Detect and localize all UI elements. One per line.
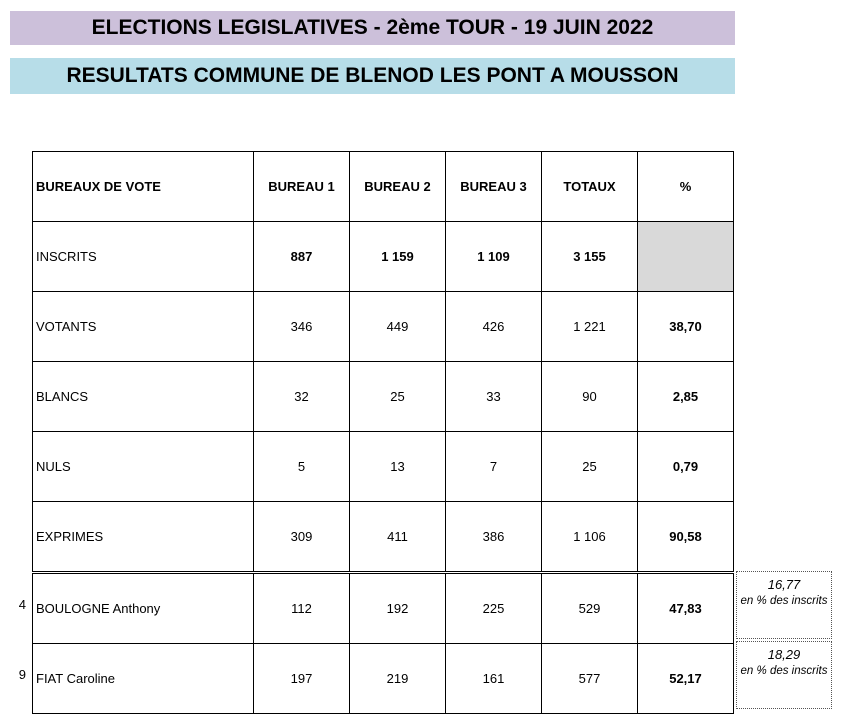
cell-bureau-2: 449 — [350, 292, 446, 362]
cell-bureau-2: 219 — [350, 644, 446, 714]
cell-pct: 52,17 — [638, 644, 734, 714]
row-label: INSCRITS — [33, 222, 254, 292]
cell-bureau-1: 112 — [254, 573, 350, 644]
candidate-name: BOULOGNE Anthony — [33, 573, 254, 644]
cell-pct-empty — [638, 222, 734, 292]
row-label: EXPRIMES — [33, 502, 254, 573]
candidate-name: FIAT Caroline — [33, 644, 254, 714]
header-bureau-1: BUREAU 1 — [254, 152, 350, 222]
table-row-votants — [33, 292, 734, 362]
cell-bureau-2: 25 — [350, 362, 446, 432]
pct-inscrits-note — [736, 571, 832, 639]
table-row-exprimes — [33, 502, 734, 573]
pct-inscrits-label: en % des inscrits — [740, 665, 828, 677]
cell-bureau-1: 346 — [254, 292, 350, 362]
cell-bureau-2: 1 159 — [350, 222, 446, 292]
cell-total: 90 — [542, 362, 638, 432]
results-table — [32, 151, 734, 714]
cell-bureau-1: 887 — [254, 222, 350, 292]
table-row-inscrits — [33, 222, 734, 292]
cell-total: 3 155 — [542, 222, 638, 292]
cell-bureau-1: 309 — [254, 502, 350, 573]
cell-bureau-3: 7 — [446, 432, 542, 502]
cell-total: 25 — [542, 432, 638, 502]
candidate-number: 4 — [18, 597, 26, 612]
cell-pct: 0,79 — [638, 432, 734, 502]
cell-bureau-3: 386 — [446, 502, 542, 573]
candidate-number: 9 — [18, 667, 26, 682]
row-label: NULS — [33, 432, 254, 502]
cell-total: 577 — [542, 644, 638, 714]
cell-bureau-1: 5 — [254, 432, 350, 502]
cell-bureau-3: 225 — [446, 573, 542, 644]
table-header-row — [33, 152, 734, 222]
cell-total: 1 106 — [542, 502, 638, 573]
header-bureaux: BUREAUX DE VOTE — [33, 152, 254, 222]
table-row-candidate-fiat — [33, 644, 734, 714]
header-pct: % — [638, 152, 734, 222]
row-label: BLANCS — [33, 362, 254, 432]
pct-inscrits-label: en % des inscrits — [740, 595, 828, 607]
cell-total: 529 — [542, 573, 638, 644]
table-row-nuls — [33, 432, 734, 502]
title-banner-commune: RESULTATS COMMUNE DE BLENOD LES PONT A MOUSSON — [10, 58, 735, 94]
pct-inscrits-note — [736, 641, 832, 709]
row-label: VOTANTS — [33, 292, 254, 362]
cell-bureau-1: 32 — [254, 362, 350, 432]
cell-pct: 90,58 — [638, 502, 734, 573]
table-row-candidate-boulogne — [33, 573, 734, 644]
table-row-blancs — [33, 362, 734, 432]
header-bureau-2: BUREAU 2 — [350, 152, 446, 222]
pct-inscrits-value: 16,77 — [767, 577, 801, 592]
cell-bureau-1: 197 — [254, 644, 350, 714]
cell-pct: 2,85 — [638, 362, 734, 432]
header-totaux: TOTAUX — [542, 152, 638, 222]
cell-bureau-2: 411 — [350, 502, 446, 573]
pct-inscrits-value: 18,29 — [767, 647, 801, 662]
title-banner-election: ELECTIONS LEGISLATIVES - 2ème TOUR - 19 JUIN 2022 — [10, 11, 735, 45]
cell-bureau-3: 1 109 — [446, 222, 542, 292]
cell-pct: 47,83 — [638, 573, 734, 644]
cell-total: 1 221 — [542, 292, 638, 362]
cell-bureau-2: 192 — [350, 573, 446, 644]
cell-bureau-3: 33 — [446, 362, 542, 432]
header-bureau-3: BUREAU 3 — [446, 152, 542, 222]
cell-bureau-3: 161 — [446, 644, 542, 714]
cell-bureau-3: 426 — [446, 292, 542, 362]
cell-pct: 38,70 — [638, 292, 734, 362]
cell-bureau-2: 13 — [350, 432, 446, 502]
